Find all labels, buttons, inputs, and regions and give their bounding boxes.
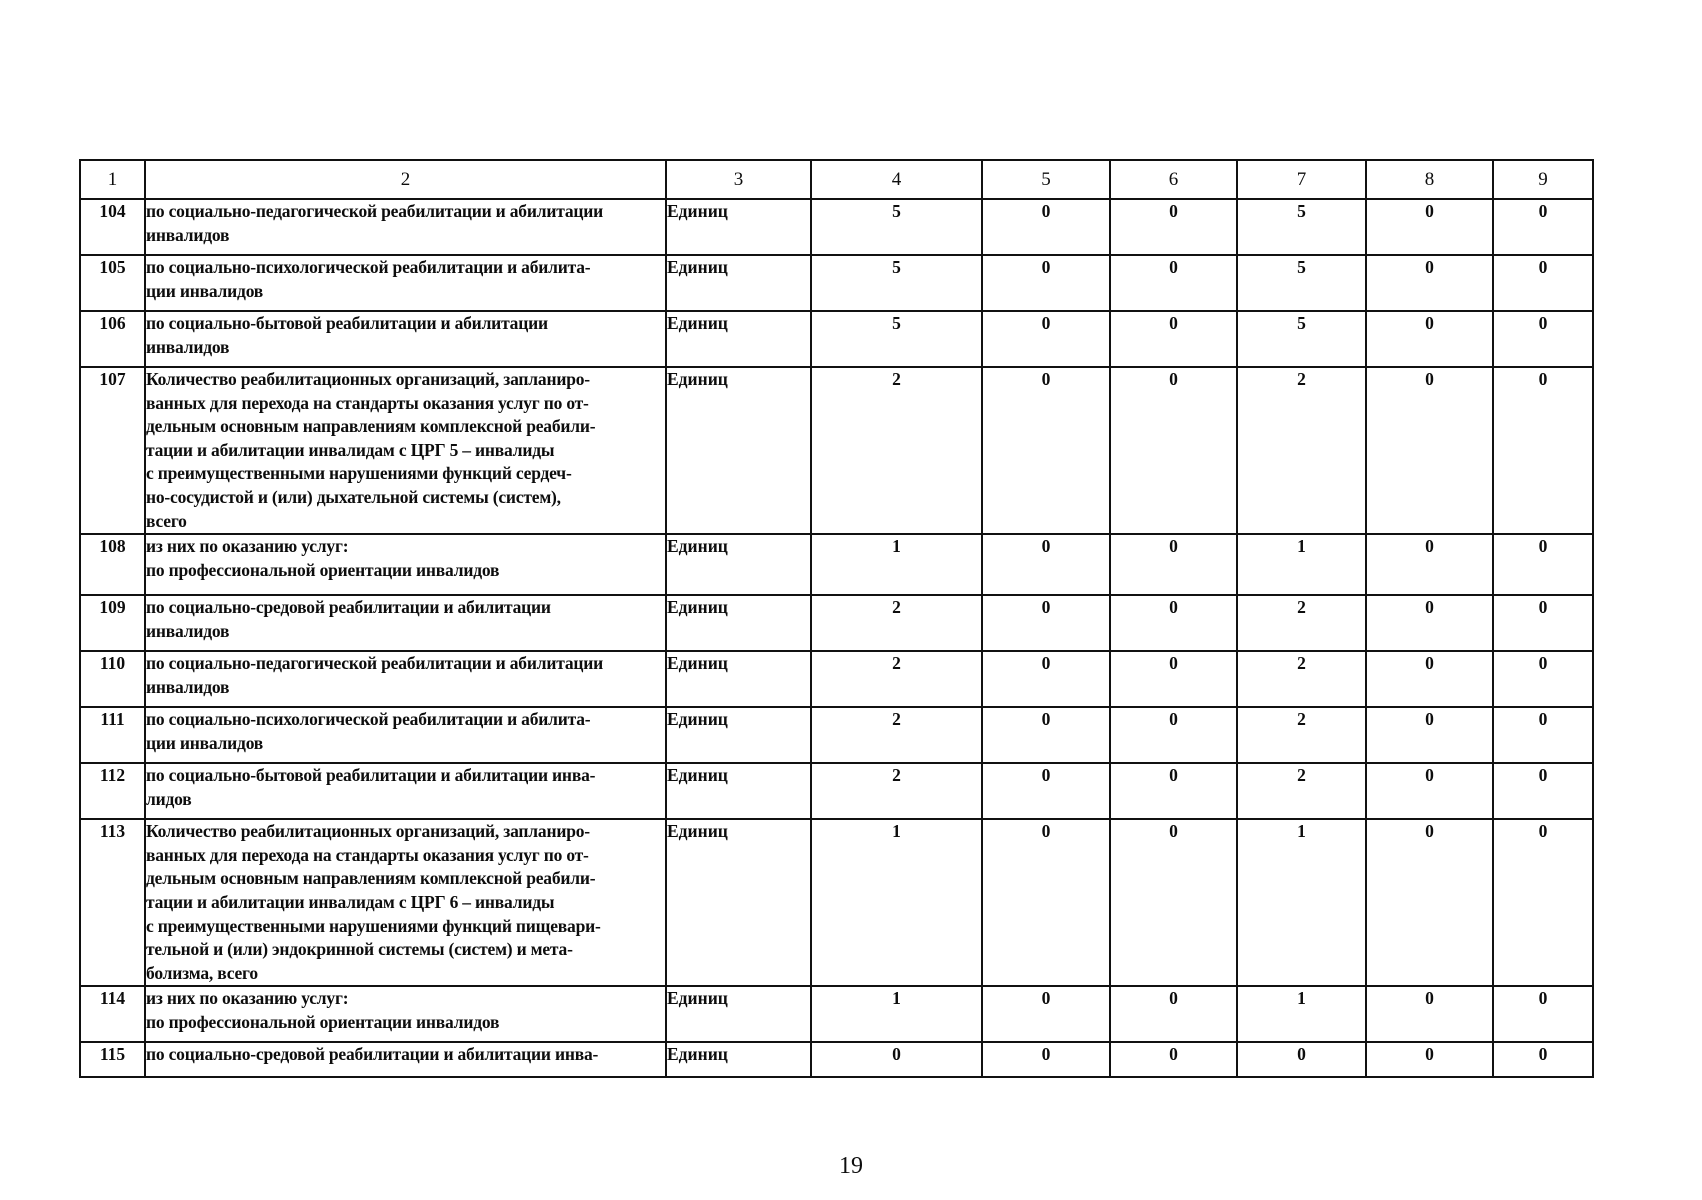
column-header-5: 5 xyxy=(982,160,1110,199)
row-number: 111 xyxy=(80,707,145,763)
description-line: по социально-психологической реабилитации и абилита- xyxy=(146,257,591,277)
row-number: 109 xyxy=(80,595,145,651)
row-unit: Единиц xyxy=(666,534,811,595)
description-line: ванных для перехода на стандарты оказания услуг по от- xyxy=(146,392,589,413)
description-line: по социально-средовой реабилитации и абилитации xyxy=(146,597,551,618)
value-col-9: 0 xyxy=(1493,199,1593,255)
value-col-9: 0 xyxy=(1493,763,1593,819)
value-col-6: 0 xyxy=(1110,651,1237,707)
description-line: по социально-педагогической реабилитации и абилитации xyxy=(146,653,604,674)
value-col-8: 0 xyxy=(1366,367,1493,534)
value-col-9: 0 xyxy=(1493,819,1593,986)
table-body xyxy=(80,199,1593,1077)
row-unit: Единиц xyxy=(666,311,811,367)
description-line: из них по оказанию услуг: xyxy=(146,536,349,557)
value-col-9: 0 xyxy=(1493,707,1593,763)
value-col-4: 2 xyxy=(811,763,982,819)
row-number: 115 xyxy=(80,1042,145,1077)
row-description xyxy=(145,311,666,367)
table-row xyxy=(80,763,1593,819)
row-number: 108 xyxy=(80,534,145,595)
row-description xyxy=(145,595,666,651)
value-col-5: 0 xyxy=(982,763,1110,819)
value-col-7: 5 xyxy=(1237,311,1366,367)
value-col-9: 0 xyxy=(1493,311,1593,367)
value-col-9: 0 xyxy=(1493,595,1593,651)
value-col-7: 1 xyxy=(1237,819,1366,986)
description-line: инвалидов xyxy=(146,336,230,357)
table-row xyxy=(80,311,1593,367)
row-description xyxy=(145,651,666,707)
description-line: по профессиональной ориентации инвалидов xyxy=(146,1011,500,1032)
description-line: всего xyxy=(146,510,187,531)
value-col-4: 2 xyxy=(811,367,982,534)
row-number: 105 xyxy=(80,255,145,311)
row-number: 104 xyxy=(80,199,145,255)
value-col-9: 0 xyxy=(1493,534,1593,595)
row-description xyxy=(145,534,666,595)
row-number: 110 xyxy=(80,651,145,707)
description-line: по социально-педагогической реабилитации и абилитации xyxy=(146,201,604,221)
value-col-7: 2 xyxy=(1237,595,1366,651)
value-col-5: 0 xyxy=(982,311,1110,367)
description-line: инвалидов xyxy=(146,224,230,245)
value-col-4: 0 xyxy=(811,1042,982,1077)
description-line: с преимущественными нарушениями функций сердеч- xyxy=(146,463,572,484)
row-number: 107 xyxy=(80,367,145,534)
value-col-6: 0 xyxy=(1110,763,1237,819)
column-header-2: 2 xyxy=(145,160,666,199)
header-row xyxy=(80,160,1593,199)
value-col-9: 0 xyxy=(1493,367,1593,534)
description-line: по социально-бытовой реабилитации и абилитации инва- xyxy=(146,765,596,786)
description-line: дельным основным направлениям комплексной реабили- xyxy=(146,416,596,437)
value-col-6: 0 xyxy=(1110,311,1237,367)
value-col-7: 2 xyxy=(1237,763,1366,819)
row-description xyxy=(145,199,666,255)
value-col-7: 2 xyxy=(1237,367,1366,534)
table-row xyxy=(80,255,1593,311)
value-col-6: 0 xyxy=(1110,367,1237,534)
row-description xyxy=(145,707,666,763)
table-row xyxy=(80,1042,1593,1077)
value-col-7: 2 xyxy=(1237,651,1366,707)
value-col-8: 0 xyxy=(1366,595,1493,651)
value-col-7: 0 xyxy=(1237,1042,1366,1077)
row-number: 114 xyxy=(80,986,145,1042)
table-row xyxy=(80,986,1593,1042)
value-col-4: 2 xyxy=(811,707,982,763)
description-line: дельным основным направлениям комплексной реабили- xyxy=(146,868,596,889)
value-col-9: 0 xyxy=(1493,651,1593,707)
value-col-8: 0 xyxy=(1366,986,1493,1042)
value-col-4: 5 xyxy=(811,255,982,311)
row-description xyxy=(145,367,666,534)
table-row xyxy=(80,651,1593,707)
row-description xyxy=(145,763,666,819)
page-number: 19 xyxy=(839,1153,863,1179)
row-unit: Единиц xyxy=(666,763,811,819)
table-row xyxy=(80,367,1593,534)
value-col-8: 0 xyxy=(1366,199,1493,255)
value-col-4: 1 xyxy=(811,534,982,595)
row-unit: Единиц xyxy=(666,367,811,534)
description-line: ванных для перехода на стандарты оказания услуг по от- xyxy=(146,844,589,865)
value-col-8: 0 xyxy=(1366,763,1493,819)
value-col-9: 0 xyxy=(1493,1042,1593,1077)
description-line: тации и абилитации инвалидам с ЦРГ 5 – инвалиды xyxy=(146,439,555,460)
column-header-8: 8 xyxy=(1366,160,1493,199)
value-col-5: 0 xyxy=(982,986,1110,1042)
value-col-8: 0 xyxy=(1366,651,1493,707)
description-line: с преимущественными нарушениями функций пищевари- xyxy=(146,915,601,936)
column-header-1: 1 xyxy=(80,160,145,199)
value-col-8: 0 xyxy=(1366,534,1493,595)
column-header-9: 9 xyxy=(1493,160,1593,199)
row-unit: Единиц xyxy=(666,255,811,311)
value-col-6: 0 xyxy=(1110,534,1237,595)
value-col-5: 0 xyxy=(982,367,1110,534)
value-col-6: 0 xyxy=(1110,199,1237,255)
column-header-4: 4 xyxy=(811,160,982,199)
value-col-6: 0 xyxy=(1110,707,1237,763)
value-col-8: 0 xyxy=(1366,819,1493,986)
value-col-4: 1 xyxy=(811,986,982,1042)
description-line: из них по оказанию услуг: xyxy=(146,988,349,1009)
description-line: по социально-средовой реабилитации и абилитации инва- xyxy=(146,1044,599,1065)
column-header-3: 3 xyxy=(666,160,811,199)
value-col-7: 2 xyxy=(1237,707,1366,763)
value-col-5: 0 xyxy=(982,819,1110,986)
description-line: инвалидов xyxy=(146,620,230,641)
value-col-7: 5 xyxy=(1237,199,1366,255)
value-col-4: 2 xyxy=(811,651,982,707)
value-col-4: 5 xyxy=(811,311,982,367)
description-line: инвалидов xyxy=(146,676,230,697)
table-row xyxy=(80,534,1593,595)
row-unit: Единиц xyxy=(666,986,811,1042)
row-description xyxy=(145,255,666,311)
row-unit: Единиц xyxy=(666,595,811,651)
value-col-5: 0 xyxy=(982,707,1110,763)
value-col-5: 0 xyxy=(982,199,1110,255)
column-header-7: 7 xyxy=(1237,160,1366,199)
value-col-5: 0 xyxy=(982,1042,1110,1077)
value-col-6: 0 xyxy=(1110,819,1237,986)
description-line: тации и абилитации инвалидам с ЦРГ 6 – инвалиды xyxy=(146,891,555,912)
value-col-7: 5 xyxy=(1237,255,1366,311)
description-line: ции инвалидов xyxy=(146,732,264,753)
description-line: лидов xyxy=(146,788,192,809)
description-line: по социально-психологической реабилитации и абилита- xyxy=(146,709,591,730)
value-col-8: 0 xyxy=(1366,707,1493,763)
value-col-4: 5 xyxy=(811,199,982,255)
row-unit: Единиц xyxy=(666,651,811,707)
row-number: 106 xyxy=(80,311,145,367)
description-line: но-сосудистой и (или) дыхательной системы (систем), xyxy=(146,486,561,507)
description-line: ции инвалидов xyxy=(146,280,264,301)
value-col-8: 0 xyxy=(1366,255,1493,311)
value-col-6: 0 xyxy=(1110,1042,1237,1077)
row-number: 113 xyxy=(80,819,145,986)
row-number: 112 xyxy=(80,763,145,819)
row-unit: Единиц xyxy=(666,819,811,986)
data-table xyxy=(79,159,1594,1078)
value-col-4: 1 xyxy=(811,819,982,986)
description-line: тельной и (или) эндокринной системы (систем) и мета- xyxy=(146,939,573,960)
table-row xyxy=(80,595,1593,651)
table-row xyxy=(80,199,1593,255)
row-unit: Единиц xyxy=(666,199,811,255)
value-col-5: 0 xyxy=(982,255,1110,311)
value-col-6: 0 xyxy=(1110,255,1237,311)
description-line: Количество реабилитационных организаций, запланиро- xyxy=(146,821,590,842)
value-col-5: 0 xyxy=(982,595,1110,651)
value-col-7: 1 xyxy=(1237,986,1366,1042)
value-col-7: 1 xyxy=(1237,534,1366,595)
value-col-9: 0 xyxy=(1493,986,1593,1042)
column-header-6: 6 xyxy=(1110,160,1237,199)
value-col-6: 0 xyxy=(1110,986,1237,1042)
value-col-6: 0 xyxy=(1110,595,1237,651)
value-col-5: 0 xyxy=(982,534,1110,595)
value-col-9: 0 xyxy=(1493,255,1593,311)
description-line: Количество реабилитационных организаций, запланиро- xyxy=(146,369,590,389)
table-row xyxy=(80,707,1593,763)
row-description xyxy=(145,819,666,986)
description-line: болизма, всего xyxy=(146,962,258,983)
value-col-4: 2 xyxy=(811,595,982,651)
row-unit: Единиц xyxy=(666,1042,811,1077)
description-line: по социально-бытовой реабилитации и абилитации xyxy=(146,313,548,333)
value-col-8: 0 xyxy=(1366,1042,1493,1077)
row-description xyxy=(145,1042,666,1077)
row-description xyxy=(145,986,666,1042)
table-row xyxy=(80,819,1593,986)
row-unit: Единиц xyxy=(666,707,811,763)
value-col-8: 0 xyxy=(1366,311,1493,367)
value-col-5: 0 xyxy=(982,651,1110,707)
description-line: по профессиональной ориентации инвалидов xyxy=(146,559,500,580)
